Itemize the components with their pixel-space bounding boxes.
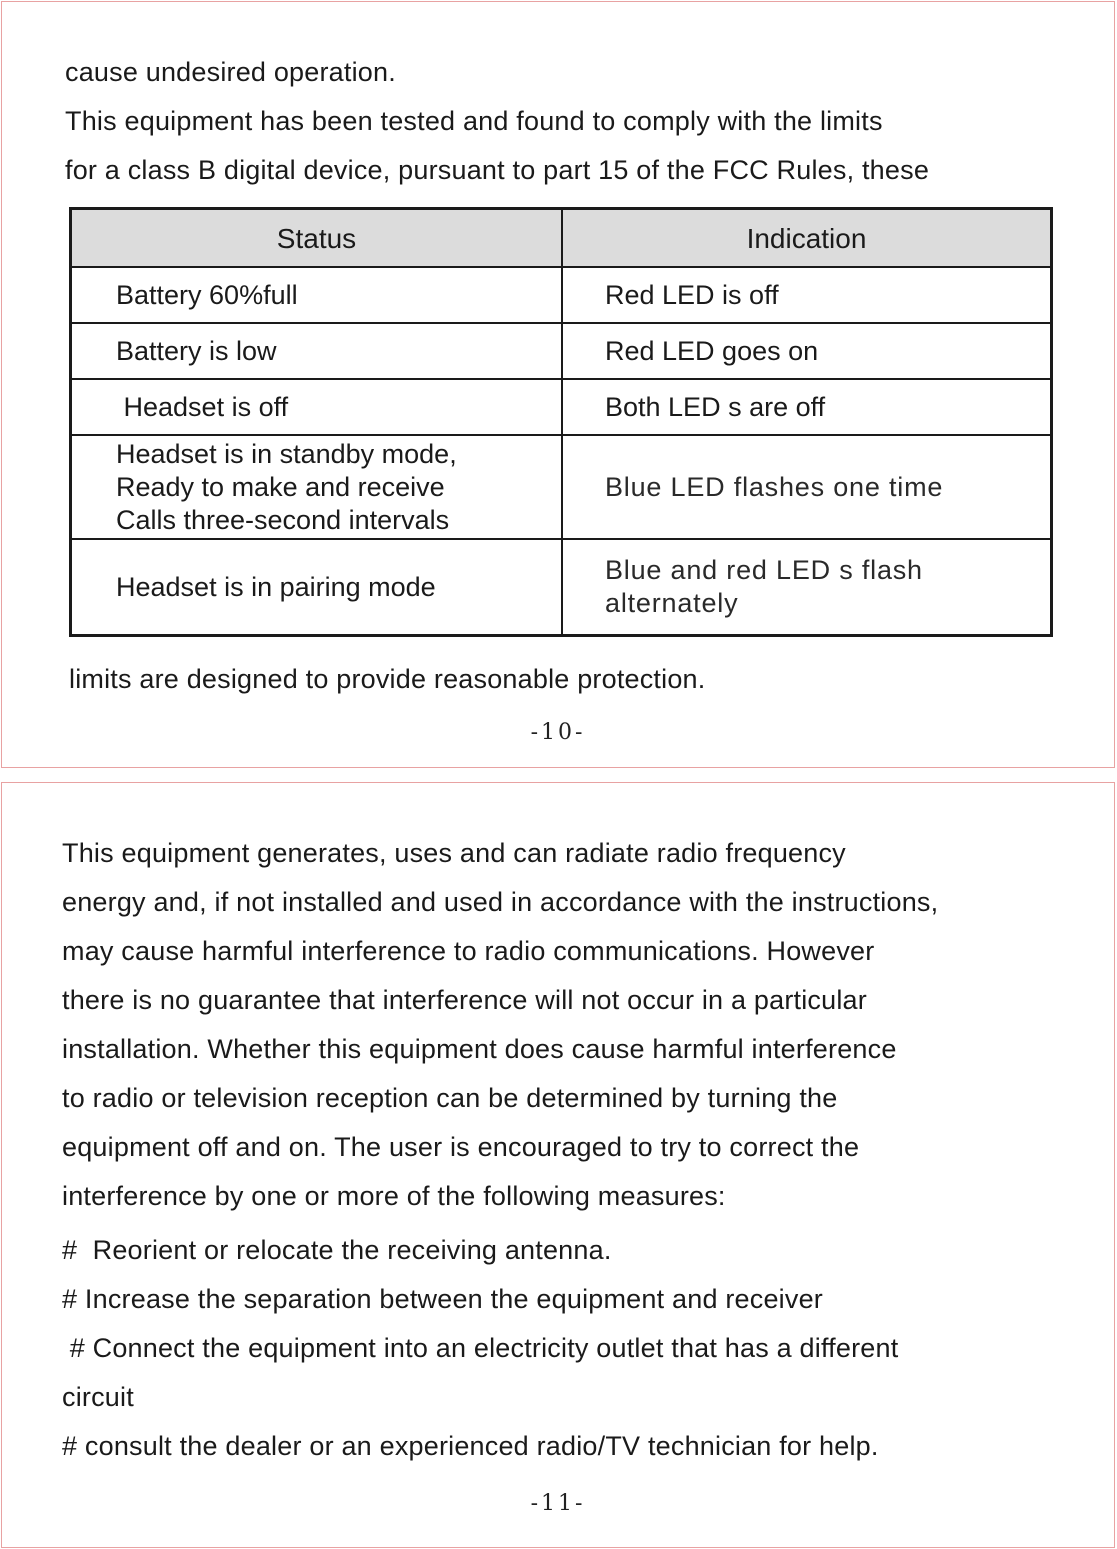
text-line: installation. Whether this equipment does cause harmful interference — [62, 1034, 897, 1064]
text-line: for a class B digital device, pursuant to part 15 of the FCC Rules, these — [65, 155, 930, 185]
text-line: cause undesired operation. — [65, 57, 396, 87]
status-cell: Headset is in standby mode, Ready to make and receive Calls three-second intervals — [72, 436, 563, 538]
table-header-status: Status — [72, 210, 563, 266]
table-row — [72, 266, 1050, 322]
indication-cell: Blue LED flashes one time — [605, 471, 944, 502]
text-line: there is no guarantee that interference will not occur in a particular — [62, 985, 867, 1015]
status-cell: Battery is low — [72, 324, 563, 378]
table-row — [72, 378, 1050, 434]
indication-cell: Red LED is off — [605, 279, 779, 310]
indication-cell: Red LED goes on — [605, 335, 819, 366]
text-line: energy and, if not installed and used in accordance with the instructions, — [62, 887, 939, 917]
status-cell: Headset is in pairing mode — [72, 540, 563, 634]
measure-item: # consult the dealer or an experienced radio/TV technician for help. — [62, 1431, 879, 1461]
page-number: -11- — [530, 1491, 586, 1516]
status-indication-table — [69, 207, 1053, 637]
text-line: circuit — [62, 1382, 134, 1412]
text-line: This equipment generates, uses and can radiate radio frequency — [62, 838, 846, 868]
status-cell: Headset is off — [72, 380, 563, 434]
indication-cell: Blue and red LED s flash alternately — [605, 555, 923, 618]
status-cell: Battery 60%full — [72, 268, 563, 322]
table-header-indication: Indication — [746, 222, 867, 254]
measure-item: # Connect the equipment into an electricity outlet that has a different — [62, 1333, 899, 1363]
page-10 — [1, 1, 1115, 768]
page-number: -10- — [530, 720, 586, 745]
table-row — [72, 322, 1050, 378]
text-line: interference by one or more of the following measures: — [62, 1181, 726, 1211]
table-row — [72, 538, 1050, 634]
indication-cell: Both LED s are off — [605, 391, 826, 422]
table-row — [72, 434, 1050, 538]
text-line: may cause harmful interference to radio communications. However — [62, 936, 875, 966]
page-11 — [1, 782, 1115, 1548]
text-line: equipment off and on. The user is encouraged to try to correct the — [62, 1132, 860, 1162]
measure-item: # Increase the separation between the equipment and receiver — [62, 1284, 823, 1314]
text-line: limits are designed to provide reasonable protection. — [69, 664, 706, 694]
table-header-row — [72, 210, 1050, 266]
measure-item: # Reorient or relocate the receiving antenna. — [62, 1235, 612, 1265]
text-line: This equipment has been tested and found to comply with the limits — [65, 106, 883, 136]
text-line: to radio or television reception can be determined by turning the — [62, 1083, 838, 1113]
